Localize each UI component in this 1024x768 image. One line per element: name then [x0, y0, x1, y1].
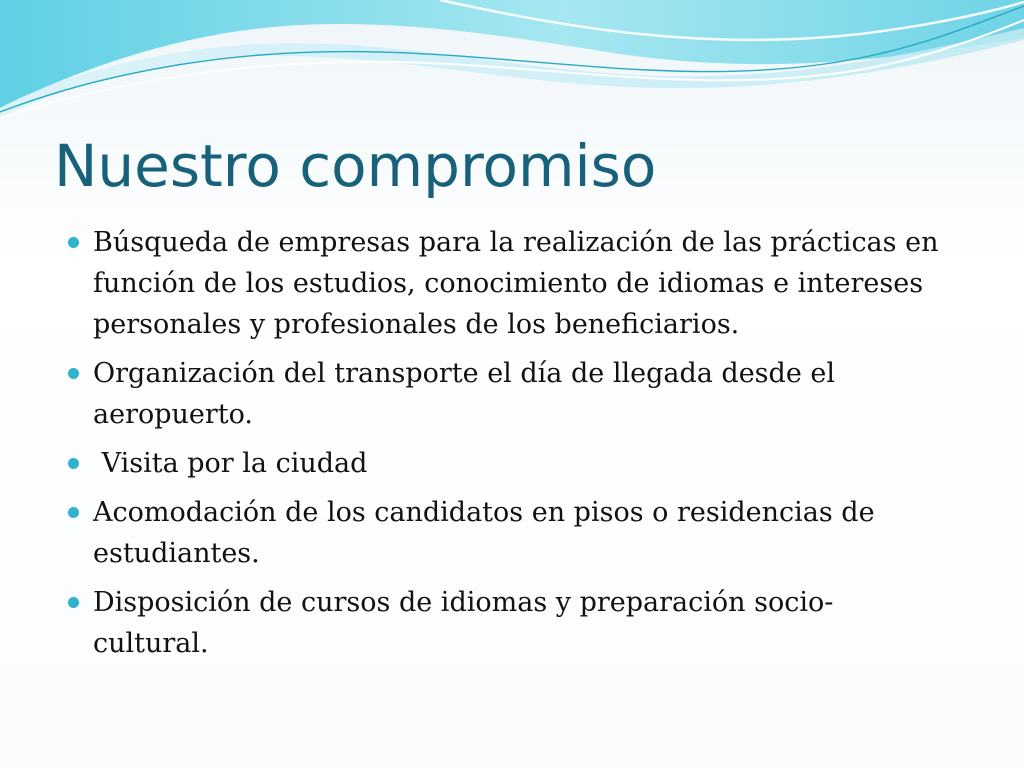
slide-title: Nuestro compromiso	[54, 132, 657, 200]
bullet-dot-icon	[68, 458, 79, 469]
bullet-item	[66, 443, 946, 484]
bullet-dot-icon	[68, 597, 79, 608]
bullet-text: Búsqueda de empresas para la realización de las prácticas en función de los estudios, conocimiento de idiomas e intereses personales y profesionales de los beneficiarios.	[93, 227, 939, 340]
bullet-dot-icon	[68, 507, 79, 518]
bullet-text: Acomodación de los candidatos en pisos o residencias de estudiantes.	[93, 497, 875, 569]
bullet-dot-icon	[68, 368, 79, 379]
bullet-item	[66, 222, 946, 345]
bullet-item	[66, 353, 946, 435]
bullet-text: Organización del transporte el día de llegada desde el aeropuerto.	[93, 358, 835, 430]
bullet-text: Visita por la ciudad	[93, 448, 368, 479]
wave-header-decoration	[0, 0, 1024, 130]
bullet-text: Disposición de cursos de idiomas y preparación socio-cultural.	[93, 587, 834, 659]
bullet-item	[66, 492, 946, 574]
bullet-list	[66, 222, 946, 672]
bullet-item	[66, 582, 946, 664]
bullet-dot-icon	[68, 237, 79, 248]
